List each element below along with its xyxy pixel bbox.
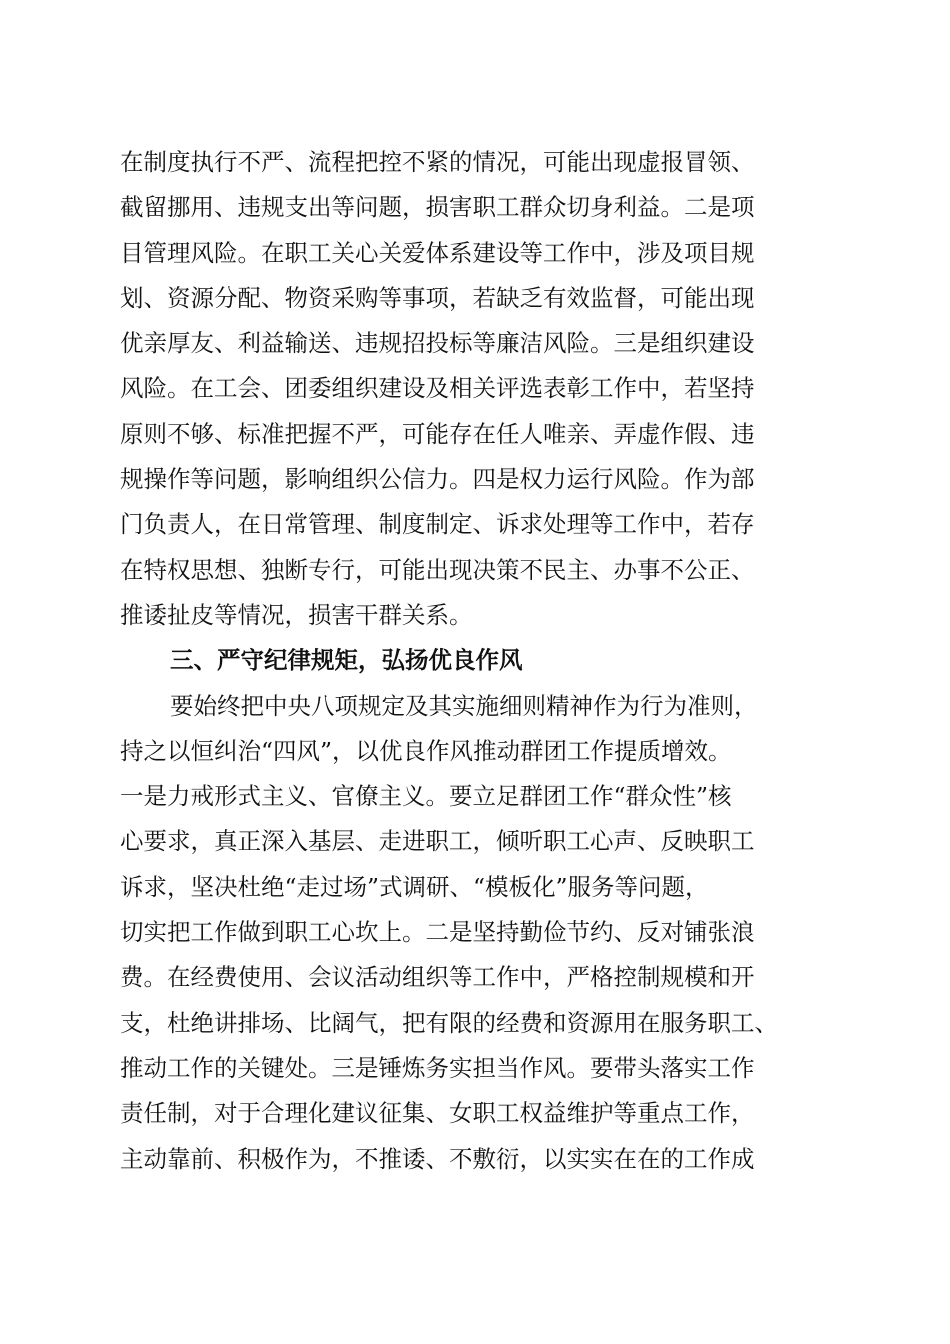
text-line: 优亲厚友、利益输送、违规招投标等廉洁风险。三是组织建设 — [120, 329, 755, 358]
text-line: 切实把工作做到职工心坎上。二是坚持勤俭节约、反对铺张浪 — [120, 918, 755, 947]
text-line: 主动靠前、积极作为，不推诿、不敷衍，以实实在在的工作成 — [120, 1144, 755, 1173]
text-line: 费。在经费使用、会议活动组织等工作中，严格控制规模和开 — [120, 963, 755, 992]
text-line: 门负责人，在日常管理、制度制定、诉求处理等工作中，若存 — [120, 510, 755, 539]
text-line: 原则不够、标准把握不严，可能存在任人唯亲、弄虚作假、违 — [120, 419, 755, 448]
text-line: 支，杜绝讲排场、比阔气，把有限的经费和资源用在服务职工、 — [120, 1008, 778, 1037]
text-line: 划、资源分配、物资采购等事项，若缺乏有效监督，可能出现 — [120, 283, 755, 312]
text-line: 持之以恒纠治“四风”，以优良作风推动群团工作提质增效。 — [120, 736, 732, 765]
paragraph-first-line: 要始终把中央八项规定及其实施细则精神作为行为准则， — [170, 691, 758, 720]
text-line: 心要求，真正深入基层、走进职工，倾听职工心声、反映职工 — [120, 827, 755, 856]
text-line: 一是力戒形式主义、官僚主义。要立足群团工作“群众性”核 — [120, 782, 732, 811]
text-line: 截留挪用、违规支出等问题，损害职工群众切身利益。二是项 — [120, 193, 755, 222]
text-line: 在特权思想、独断专行，可能出现决策不民主、办事不公正、 — [120, 555, 755, 584]
text-line: 推动工作的关键处。三是锤炼务实担当作风。要带头落实工作 — [120, 1053, 755, 1082]
text-line: 诉求，坚决杜绝“走过场”式调研、“模板化”服务等问题， — [120, 872, 709, 901]
text-line: 目管理风险。在职工关心关爱体系建设等工作中，涉及项目规 — [120, 238, 755, 267]
text-line: 风险。在工会、团委组织建设及相关评选表彰工作中，若坚持 — [120, 374, 755, 403]
text-line: 规操作等问题，影响组织公信力。四是权力运行风险。作为部 — [120, 465, 755, 494]
document-body — [120, 140, 830, 1182]
text-line: 责任制，对于合理化建议征集、女职工权益维护等重点工作， — [120, 1099, 755, 1128]
text-line: 推诿扯皮等情况，损害干群关系。 — [120, 600, 473, 629]
section-heading: 三、严守纪律规矩，弘扬优良作风 — [170, 646, 523, 675]
text-line: 在制度执行不严、流程把控不紧的情况，可能出现虚报冒领、 — [120, 148, 755, 176]
